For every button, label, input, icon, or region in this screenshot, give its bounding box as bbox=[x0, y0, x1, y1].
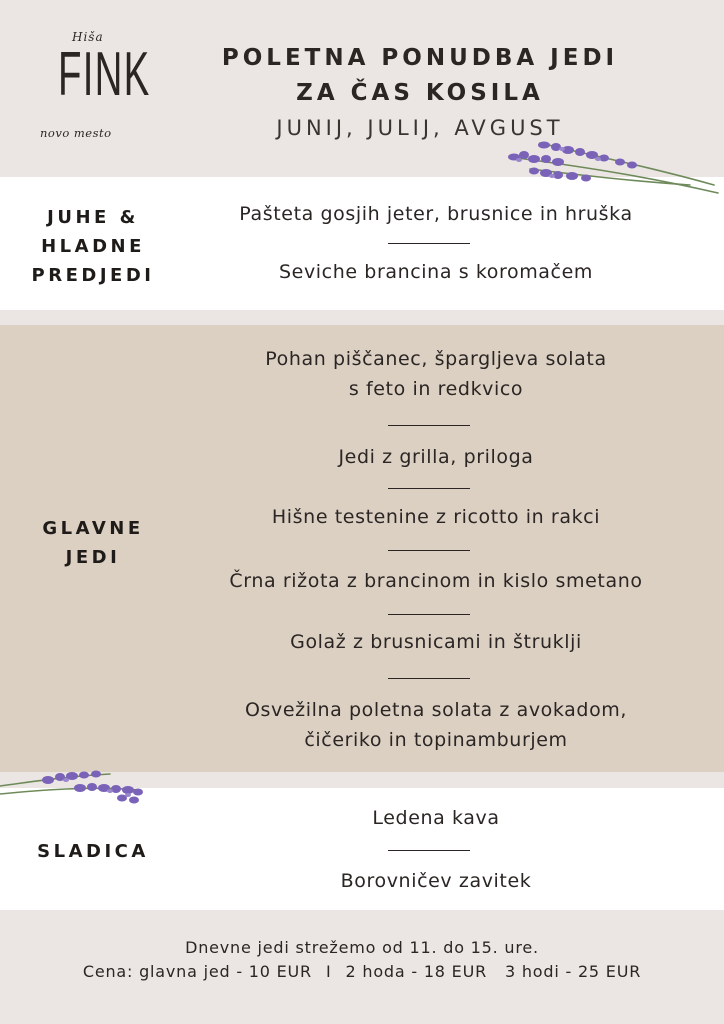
serving-hours-note: Dnevne jedi strežemo od 11. do 15. ure. bbox=[185, 938, 539, 957]
divider bbox=[388, 243, 470, 244]
starters-label-line: JUHE & bbox=[47, 207, 139, 228]
menu-item: Jedi z grilla, priloga bbox=[338, 446, 534, 468]
menu-item: Pašteta gosjih jeter, brusnice in hruška bbox=[239, 203, 633, 225]
price-separator: I bbox=[325, 962, 332, 981]
divider bbox=[388, 550, 470, 551]
menu-item-line: Osvežilna poletna solata z avokadom, bbox=[244, 699, 628, 721]
logo-main-text: FINK bbox=[58, 40, 151, 109]
divider bbox=[388, 678, 470, 679]
menu-item: Hišne testenine z ricotto in rakci bbox=[271, 506, 601, 528]
lavender-sprig-left-icon bbox=[0, 764, 150, 812]
divider bbox=[388, 614, 470, 615]
mains-label bbox=[0, 514, 186, 572]
menu-item: Borovničev zavitek bbox=[340, 870, 532, 892]
price-three-course: 3 hodi - 25 EUR bbox=[505, 962, 642, 981]
starters-label bbox=[0, 203, 186, 290]
divider bbox=[388, 850, 470, 851]
dessert-label: SLADICA bbox=[37, 841, 149, 862]
mains-label-line: JEDI bbox=[65, 547, 121, 568]
menu-item-line: čičeriko in topinamburjem bbox=[304, 729, 568, 751]
logo-top-text: Hiša bbox=[72, 30, 104, 44]
menu-item: Ledena kava bbox=[372, 807, 500, 829]
logo-bottom-text: novo mesto bbox=[40, 126, 112, 140]
starters-label-line: PREDJEDI bbox=[31, 265, 155, 286]
menu-subtitle: JUNIJ, JULIJ, AVGUST bbox=[276, 116, 564, 140]
price-main: Cena: glavna jed - 10 EUR bbox=[82, 962, 312, 981]
divider bbox=[388, 425, 470, 426]
menu-title-line1: POLETNA PONUDBA JEDI bbox=[221, 45, 619, 71]
menu-item: Seviche brancina s koromačem bbox=[279, 261, 593, 283]
menu-item bbox=[186, 695, 686, 755]
mains-label-line: GLAVNE bbox=[42, 518, 144, 539]
menu-item-line: s feto in redkvico bbox=[348, 378, 524, 400]
menu-item: Golaž z brusnicami in štruklji bbox=[290, 631, 582, 653]
price-two-course: 2 hoda - 18 EUR bbox=[345, 962, 487, 981]
logo bbox=[36, 30, 151, 148]
menu-item: Črna rižota z brancinom in kislo smetano bbox=[229, 570, 643, 592]
menu-item bbox=[186, 344, 686, 404]
price-line bbox=[0, 962, 724, 981]
starters-label-line: HLADNE bbox=[41, 236, 145, 257]
menu-item-line: Pohan piščanec, špargljeva solata bbox=[265, 348, 607, 370]
menu-title-line2: ZA ČAS KOSILA bbox=[296, 80, 544, 106]
divider bbox=[388, 488, 470, 489]
